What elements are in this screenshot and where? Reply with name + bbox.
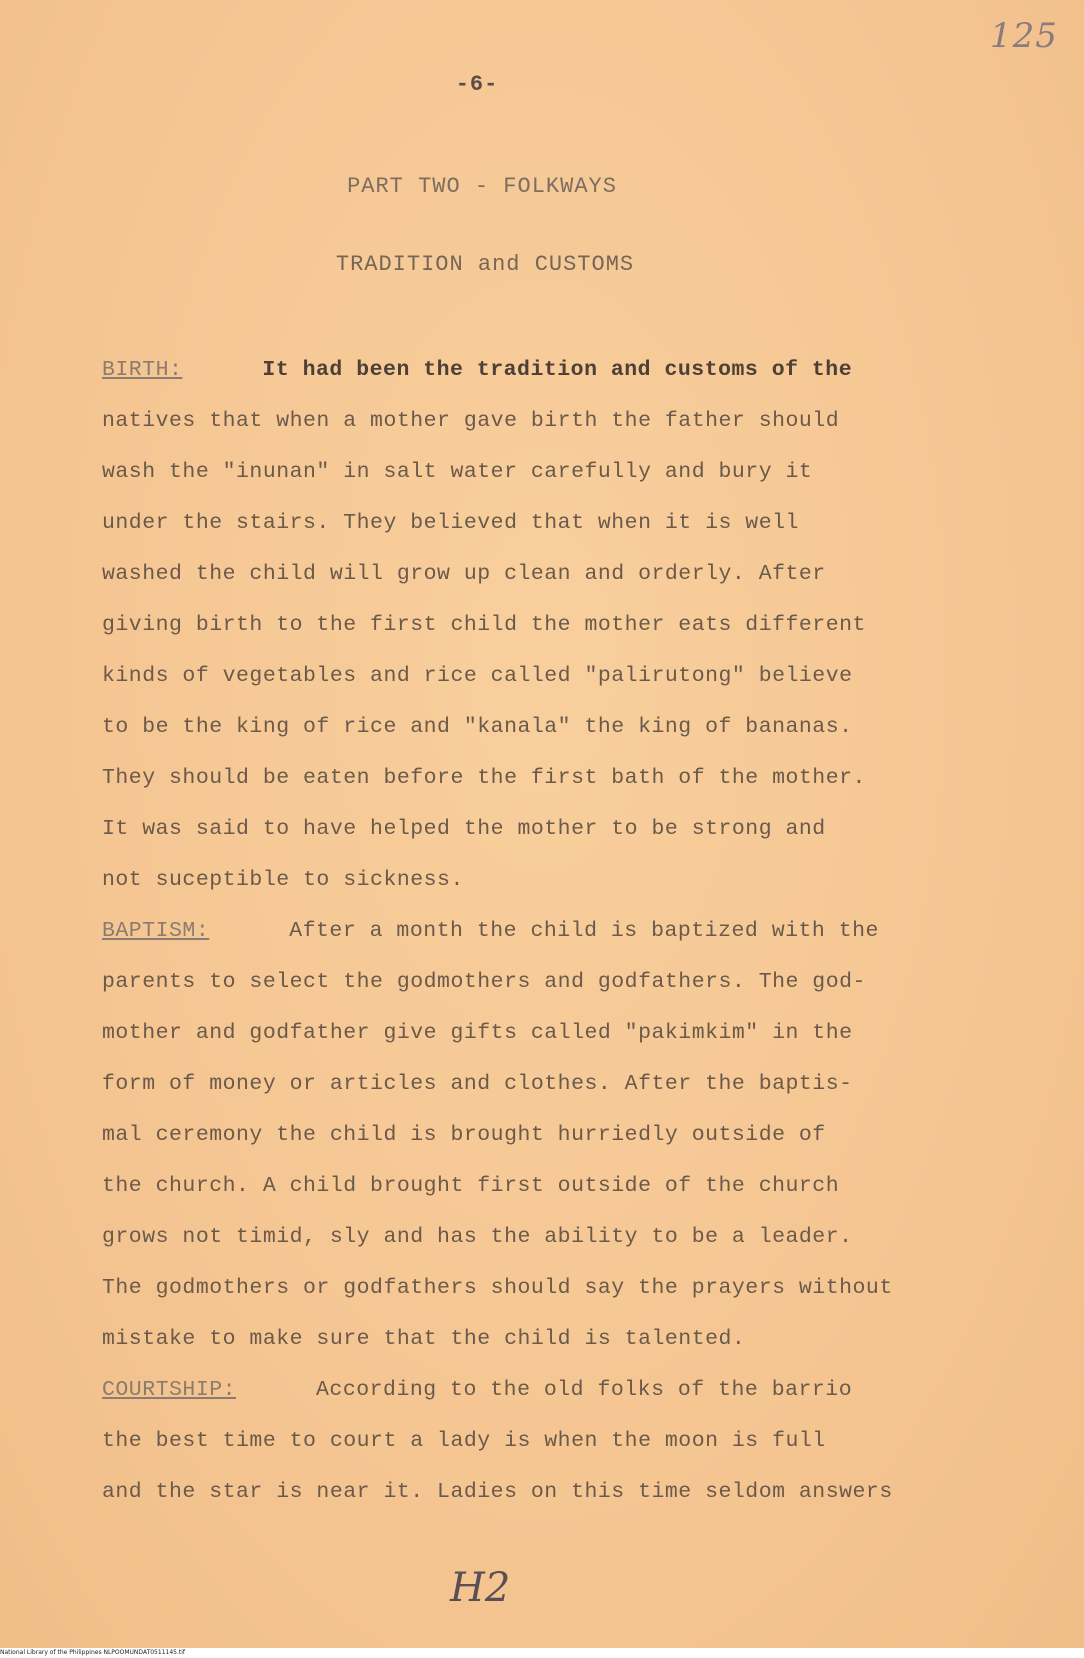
text-line: washed the child will grow up clean and orderly. After <box>102 562 826 586</box>
text-line: mistake to make sure that the child is talented. <box>102 1327 746 1351</box>
handwritten-mark: H2 <box>450 1565 511 1611</box>
text-line: kinds of vegetables and rice called "palirutong" believe <box>102 664 853 688</box>
section-heading-birth: BIRTH: <box>102 358 183 382</box>
text-line: the church. A child brought first outside of the church <box>102 1174 840 1198</box>
text-line: They should be eaten before the first bath of the mother. <box>102 766 866 790</box>
text-line: and the star is near it. Ladies on this time seldom answers <box>102 1480 893 1504</box>
section-heading-baptism: BAPTISM: <box>102 919 210 943</box>
body-text <box>102 355 1022 1528</box>
part-title: PART TWO - FOLKWAYS <box>347 174 617 199</box>
section-title: TRADITION and CUSTOMS <box>335 252 635 277</box>
scan-credit: National Library of the Philippines NLPOOMUNDAT0511145.tif <box>0 1648 1084 1658</box>
text-line: parents to select the godmothers and godfathers. The god- <box>102 970 866 994</box>
page-number: -6- <box>455 72 499 97</box>
text-line: BIRTH: It had been the tradition and customs of the <box>102 355 1022 406</box>
text-line: mother and godfather give gifts called "pakimkim" in the <box>102 1021 853 1045</box>
text-line: giving birth to the first child the mother eats different <box>102 613 866 637</box>
section-heading-courtship: COURTSHIP: <box>102 1378 237 1402</box>
text-line: The godmothers or godfathers should say the prayers without <box>102 1276 893 1300</box>
text-line: to be the king of rice and "kanala" the king of bananas. <box>102 715 853 739</box>
text-line: grows not timid, sly and has the ability to be a leader. <box>102 1225 853 1249</box>
text-line: the best time to court a lady is when the moon is full <box>102 1429 826 1453</box>
text-line: It was said to have helped the mother to be strong and <box>102 817 826 841</box>
text-line: BAPTISM: After a month the child is baptized with the <box>102 916 1022 967</box>
text-line: mal ceremony the child is brought hurriedly outside of <box>102 1123 826 1147</box>
text-line: form of money or articles and clothes. After the baptis- <box>102 1072 853 1096</box>
folio-number: 125 <box>990 16 1058 56</box>
text-line: under the stairs. They believed that when it is well <box>102 511 799 535</box>
text-line: wash the "inunan" in salt water carefully and bury it <box>102 460 813 484</box>
text-line: natives that when a mother gave birth the father should <box>102 409 840 433</box>
text-line: COURTSHIP: According to the old folks of the barrio <box>102 1375 1022 1426</box>
text-line: not suceptible to sickness. <box>102 868 464 892</box>
